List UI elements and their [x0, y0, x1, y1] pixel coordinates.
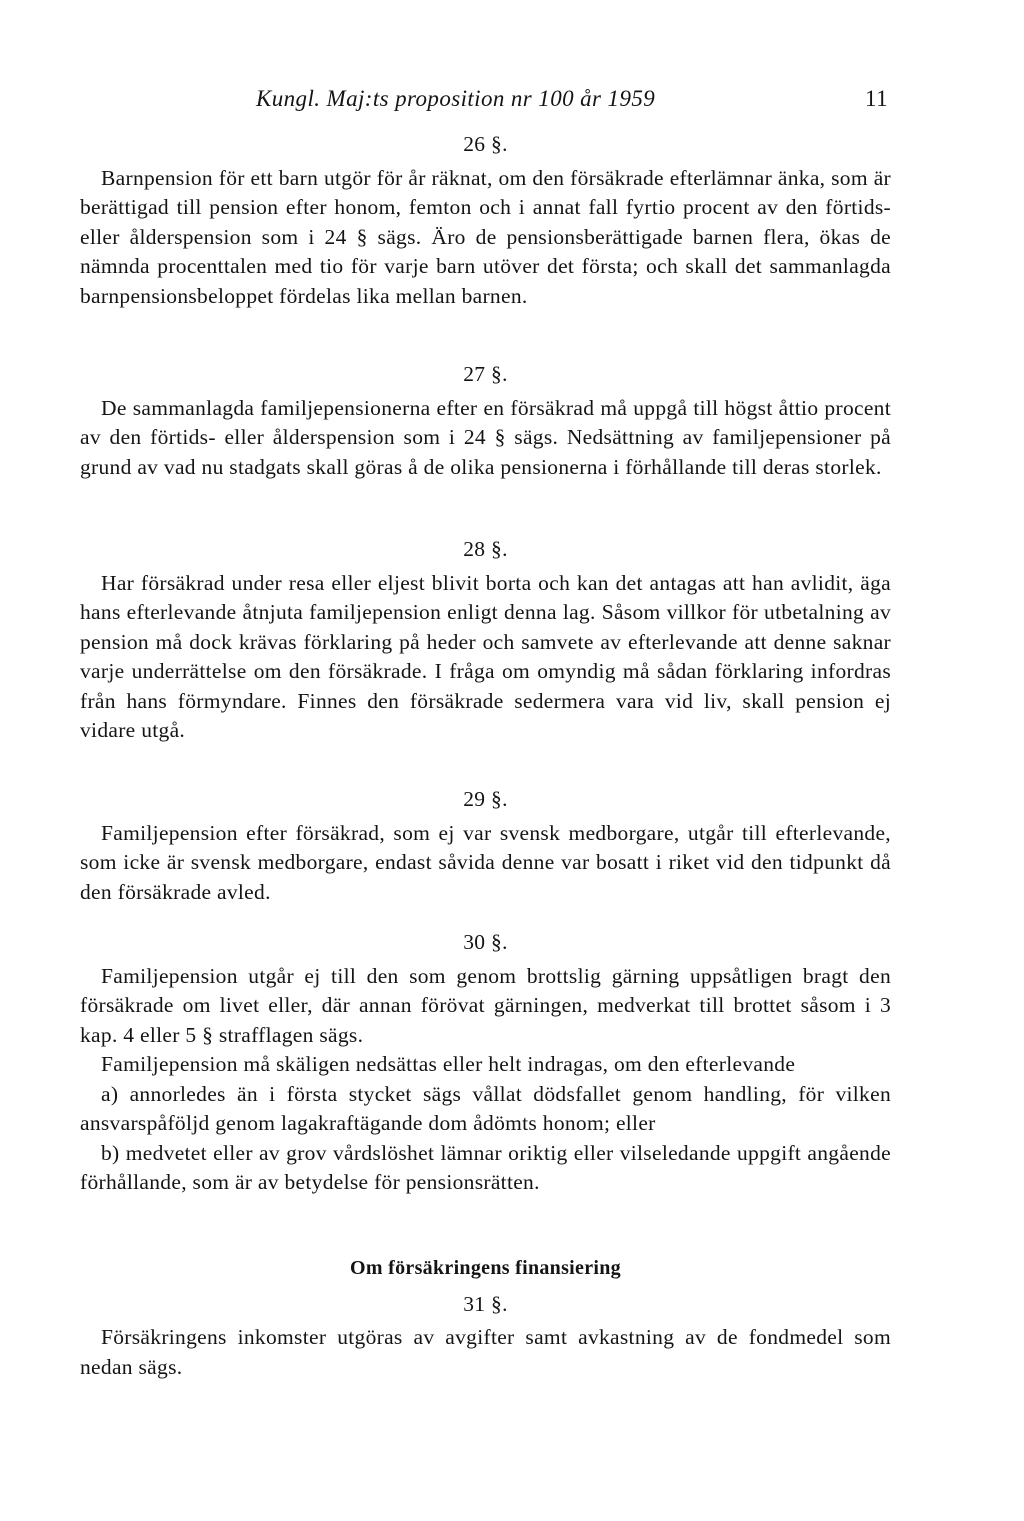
section-number: 29 §. — [463, 787, 508, 811]
paragraph: Familjepension må skäligen nedsättas eller helt indragas, om den efterlevande — [101, 1052, 796, 1076]
list-item-a: a) annorledes än i första stycket sägs vållat dödsfallet genom handling, för vilken ansvarspåföljd genom lagakraftägande dom ådömts honom; eller — [80, 1081, 891, 1135]
list-item-b: b) medvetet eller av grov vårdslöshet lämnar oriktig eller vilseledande uppgift angående förhållande, som är av betydelse för pensionsrätten. — [80, 1140, 891, 1194]
section-31 — [80, 1254, 891, 1382]
paragraph: Har försäkrad under resa eller eljest blivit borta och kan det antagas att han avlidit, äga hans efterlevande åtnjuta familjepension enligt denna lag. Såsom villkor för utbetalning av pension må dock krävas förklaring på heder och samvete av efterlevande att denne saknar varje underrättelse om den försäkrade. I fråga om omyndig må sådan förklaring infordras från hans förmyndare. Finnes den försäkrade sedermera vara vid liv, skall pension ej vidare utgå. — [80, 570, 891, 742]
section-number: 31 §. — [463, 1291, 508, 1316]
paragraph: Barnpension för ett barn utgör för år räknat, om den försäkrade efterlämnar änka, som är berättigad till pension efter honom, femton och i annat fall fyrtio procent av den förtids- eller ålderspension som i 24 § sägs. Äro de pensionsberättigade barnen flera, ökas de nämnda procenttalen med tio för varje barn utöver det första; och skall det sammanlagda barnpensionsbeloppet fördelas lika mellan barnen. — [80, 165, 891, 308]
section-30 — [80, 928, 891, 1198]
running-header — [256, 86, 888, 116]
chapter-heading: Om försäkringens finansiering — [350, 1257, 621, 1279]
paragraph: Familjepension utgår ej till den som genom brottslig gärning uppsåtligen bragt den försäkrade om livet eller, där annan förövat gärningen, medverkat till brottet såsom i 3 kap. 4 eller 5 § strafflagen sägs. — [80, 963, 891, 1047]
page-number: 11 — [865, 86, 888, 111]
paragraph: Familjepension efter försäkrad, som ej var svensk medborgare, utgår till efterlevande, som icke är svensk medborgare, endast såvida denne var bosatt i riket vid den tidpunkt då den försäkrade avled. — [80, 820, 891, 904]
section-number: 27 §. — [463, 362, 508, 386]
header-title: Kungl. Maj:ts proposition nr 100 år 1959 — [256, 86, 656, 111]
section-28 — [80, 535, 891, 746]
section-number: 30 §. — [463, 930, 508, 954]
paragraph: De sammanlagda familjepensionerna efter en försäkrad må uppgå till högst åttio procent av den förtids- eller ålderspension som i 24 § sägs. Nedsättning av familjepensioner på grund av vad nu stadgats skall göras å de olika pensionerna i förhållande till deras storlek. — [80, 395, 891, 479]
section-27 — [80, 360, 891, 482]
section-number: 28 §. — [463, 537, 508, 561]
section-29 — [80, 785, 891, 907]
section-number: 26 §. — [463, 132, 508, 156]
paragraph: Försäkringens inkomster utgöras av avgifter samt avkastning av de fondmedel som nedan sägs. — [80, 1325, 891, 1379]
section-26 — [80, 130, 891, 311]
